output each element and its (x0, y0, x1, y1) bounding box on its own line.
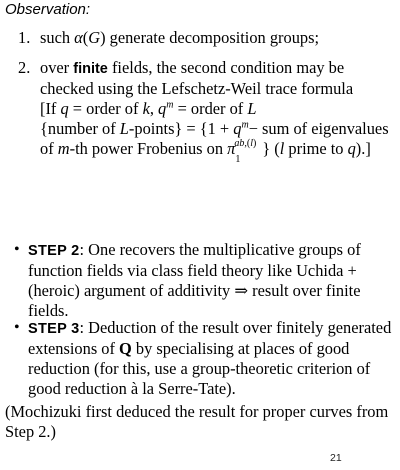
step-3-bullet (14, 318, 396, 399)
page-number: 21 (330, 452, 342, 464)
step-2-text: STEP 2: One recovers the multiplicative groups of function fields via class field theory like Uchida + (heroic) argument of additivity ⇒ result over finite fields. (28, 240, 361, 320)
item-number: 2. (18, 58, 31, 77)
closing-remark: (Mochizuki first deduced the result for proper curves from Step 2.) (5, 402, 389, 441)
list-item-1 (18, 28, 396, 48)
bullet-icon: • (14, 241, 20, 258)
observation-heading: Observation: (5, 1, 91, 18)
item-text: such α(G) generate decomposition groups; (40, 28, 320, 47)
step-3-text: STEP 3: Deduction of the result over finitely generated extensions of Q by specialising at places of good reduction (for this, use a group-theoretic criterion of good reduction à la Serre-Tate). (28, 318, 392, 398)
formula-block: [If q = order of k, $q^m$ = order of L {number of L-points} = {$1 + q^m-$ sum of eigenvalues of m-th power Frobenius on $\pi_1^{ab,(l)}$ } (l prime to q).] (40, 99, 389, 166)
item-text: over finite fields, the second condition may be checked using the Lefschetz-Weil trace formula [If q = order of k, $q^m$ = order of L {number of L-points} = {$1 + q^m-$ sum of eigenvalues of m-th power Frobenius on $\pi_1^{ab,(l)}$ } (l prime to q).] (40, 58, 396, 159)
step-3-label: STEP 3 (28, 321, 80, 337)
finite-emphasis: finite (73, 61, 108, 77)
bullet-icon: • (14, 319, 20, 336)
step-2-bullet (14, 240, 396, 321)
item-number: 1. (18, 28, 31, 47)
list-item-2 (18, 58, 396, 166)
step-2-label: STEP 2 (28, 243, 80, 259)
